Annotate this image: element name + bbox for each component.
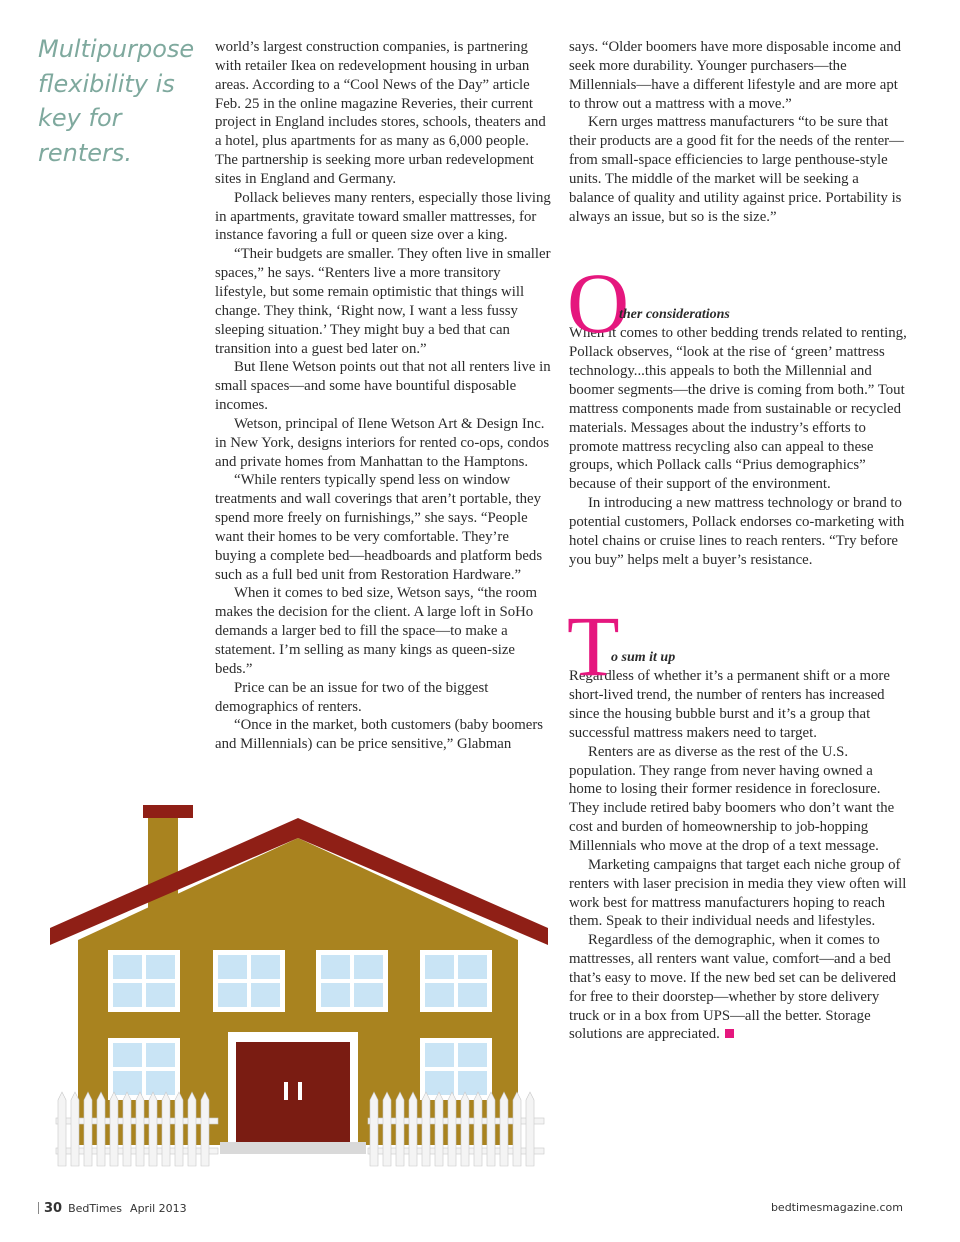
magazine-name: BedTimes <box>68 1202 123 1215</box>
paragraph: Kern urges mattress manufacturers “to be sure that their products are a good fit for the needs of the renter—from small-space efficiencies to large penthouse-style units. The middle of the market will be seeking a balance of quality and utility against price. Portability is always an issue, but so is the size.” <box>569 114 904 225</box>
paragraph: Pollack believes many renters, especially those living in apartments, gravitate toward smaller mattresses, for instance favoring a full or queen size over a king. <box>215 189 551 244</box>
window <box>108 950 180 1012</box>
window <box>420 950 492 1012</box>
fence-picket <box>474 1092 482 1166</box>
website-url: bedtimesmagazine.com <box>770 1201 903 1214</box>
house-illustration <box>48 800 548 1170</box>
paragraph: “Once in the market, both customers (baby boomers and Millennials) can be price sensitive,” Glabman <box>215 717 544 753</box>
fence-picket <box>71 1092 79 1166</box>
fence-picket <box>188 1092 196 1166</box>
section-heading-text: ther considerations <box>619 307 730 323</box>
window <box>108 1038 180 1100</box>
door-handle <box>298 1082 302 1100</box>
window <box>213 950 285 1012</box>
door <box>236 1042 350 1142</box>
paragraph: Regardless of whether it’s a permanent shift or a more short-lived trend, the number of renters has increased since the housing bubble burst and it’s a group that successful mattress makers need to target. <box>569 668 890 741</box>
end-mark-icon <box>725 1029 734 1038</box>
article-column-2 <box>569 38 907 1044</box>
fence-picket <box>175 1092 183 1166</box>
last-paragraph <box>569 931 907 1044</box>
page-number: 30 <box>44 1201 63 1216</box>
paragraph: “While renters typically spend less on window treatments and wall coverings that aren’t portable, they spend more freely on furnishings,” she says. “People want their homes to be very comfortable. They’re buying a complete bed—headboards and platform beds such as a full bed unit from Restoration Hardware.” <box>215 472 543 583</box>
fence-picket <box>370 1092 378 1166</box>
paragraph: Wetson, principal of Ilene Wetson Art & Design Inc. in New York, designs interiors for rented co-ops, condos and private homes from Manhattan to the Hamptons. <box>215 415 550 470</box>
issue-date: April 2013 <box>130 1202 187 1215</box>
pull-quote: Multipurpose flexibility is key for renters. <box>38 35 195 167</box>
fence-picket <box>487 1092 495 1166</box>
fence-picket <box>396 1092 404 1166</box>
section-heading-other-considerations <box>567 255 907 352</box>
paragraph: “Their budgets are smaller. They often live in smaller spaces,” he says. “Renters live a more transitory lifestyle, but some remain optimistic that things will change. They think, ‘Right now, I want a less fussy sleeping situation.’ They might buy a bed that can transition into a guest bed later on.” <box>215 246 551 357</box>
fence-picket <box>162 1092 170 1166</box>
fence-picket <box>136 1092 144 1166</box>
fence-picket <box>97 1092 105 1166</box>
fence-picket <box>409 1092 417 1166</box>
fence-picket <box>461 1092 469 1166</box>
paragraph: says. “Older boomers have more disposable income and seek more durability. Younger purchasers—the Millennials—have a different lifestyle and are more apt to throw out a mattress with a move.” <box>569 39 902 112</box>
fence-picket <box>448 1092 456 1166</box>
fence-picket <box>383 1092 391 1166</box>
page-footer-left <box>38 1201 187 1216</box>
paragraph: When it comes to bed size, Wetson says, “the room makes the decision for the client. A large loft in SoHo demands a larger bed to fill the space—to make a statement. I’m selling as many kings as queen-size beds.” <box>215 585 538 677</box>
fence-picket <box>422 1092 430 1166</box>
chimney-cap <box>143 805 193 818</box>
drop-cap: T <box>567 598 620 695</box>
paragraph: In introducing a new mattress technology or brand to potential customers, Pollack endorses co-marketing with hotel chains or cruise lines to reach renters. “Try before you buy” helps melt a buyer’s resistance. <box>569 495 905 568</box>
door-handle <box>284 1082 288 1100</box>
window <box>420 1038 492 1100</box>
fence-picket <box>513 1092 521 1166</box>
article-column-1 <box>215 38 553 754</box>
footer-divider <box>38 1202 39 1214</box>
fence-picket <box>500 1092 508 1166</box>
fence-picket <box>435 1092 443 1166</box>
paragraph: Price can be an issue for two of the biggest demographics of renters. <box>215 679 489 715</box>
paragraph: world’s largest construction companies, is partnering with retailer Ikea on redevelopment housing in urban areas. According to a “Cool News of the Day” article Feb. 25 in the online magazine Reveries, their current project in England includes stores, schools, theaters and a hotel, plus apartments for as many as 6,000 people. The partnership is seeking more urban redevelopment sites in England and Germany. <box>215 39 546 187</box>
section-heading-to-sum-it-up <box>567 598 907 695</box>
paragraph: When it comes to other bedding trends related to renting, Pollack observes, “look at the rise of ‘green’ mattress technology...this appeals to both the Millennial and boomer segments—the drive is coming from both.” Tout mattress components made from sustainable or recycled materials. Messages about the industry’s efforts to promote mattress recycling also can appeal to these groups, which Pollack calls “Prius demographics” because of their support of the environment. <box>569 325 907 493</box>
paragraph-text: Regardless of the demographic, when it comes to mattresses, all renters want value, comfort—and a bed that’s easy to move. If the new bed set can be delivered for free to their doorstep—whether by store delivery truck or in a box from UPS—all the better. Storage solutions are appreciated. <box>569 932 897 1043</box>
front-step <box>220 1142 366 1154</box>
fence-picket <box>110 1092 118 1166</box>
fence-picket <box>201 1092 209 1166</box>
fence-picket <box>123 1092 131 1166</box>
fence-picket <box>84 1092 92 1166</box>
paragraph: But Ilene Wetson points out that not all renters live in small spaces—and some have bountiful disposable incomes. <box>215 359 551 414</box>
section-heading-text: o sum it up <box>611 650 676 666</box>
fence-picket <box>149 1092 157 1166</box>
drop-cap: O <box>567 255 630 352</box>
paragraph: Renters are as diverse as the rest of the U.S. population. They range from never having owned a home to losing their former residence in foreclosure. They include retired baby boomers who don’t want the cost and burden of homeownership to job-hopping Millennials who move at the drop of a text message. <box>569 743 895 854</box>
fence-picket <box>526 1092 534 1166</box>
window <box>316 950 388 1012</box>
fence-picket <box>58 1092 66 1166</box>
paragraph: Marketing campaigns that target each niche group of renters with laser precision in media they view often will work best for mattress manufacturers hoping to reach them. Speak to their individual needs and lifestyles. <box>569 856 907 930</box>
